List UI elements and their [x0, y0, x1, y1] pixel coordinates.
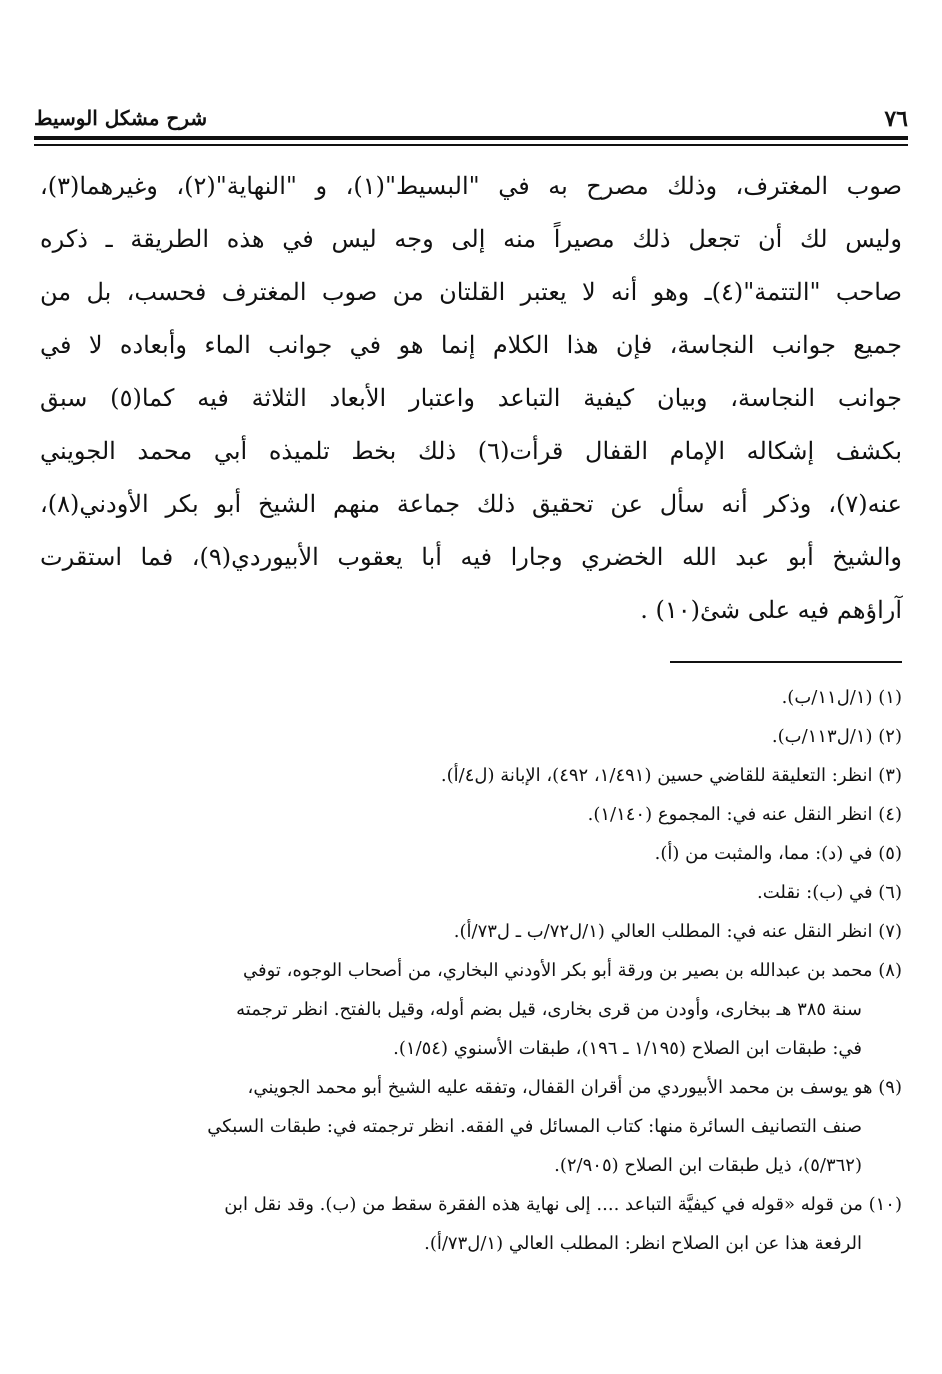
main-text [40, 160, 902, 637]
footnote: (٣) انظر: التعليقة للقاضي حسين (١/٤٩١، ٤٩٢)، الإبانة (ل٤/أ). [440, 765, 902, 786]
footnotes [40, 678, 902, 1263]
page-header [34, 104, 908, 136]
footnote: (٨) محمد بن عبدالله بن بصير بن ورقة أبو بكر الأودني البخاري، من أصحاب الوجوه، توفي [243, 960, 902, 981]
footnote-continuation: الرفعة هذا عن ابن الصلاح انظر: المطلب العالي (١/ل٧٣/أ). [424, 1233, 862, 1254]
footnote-continuation: صنف التصانيف السائرة منها: كتاب المسائل في الفقه. انظر ترجمته في: طبقات السبكي [207, 1116, 862, 1137]
footnote: (١) (١/ل١١/ب). [781, 687, 902, 708]
footnote-continuation: (٥/٣٦٢)، ذيل طبقات ابن الصلاح (٢/٩٠٥). [554, 1155, 862, 1176]
header-rule-thin [34, 144, 908, 146]
footnote: (٥) في (د): مما، والمثبت من (أ). [654, 843, 902, 864]
footnote: (٧) انظر النقل عنه في: المطلب العالي (١/ل٧٢/ب ـ ل٧٣/أ). [453, 921, 902, 942]
body-line: والشيخ أبو عبد الله الخضري وجارا فيه أبا يعقوب الأبيوردي(٩)، فما استقرت [40, 543, 902, 571]
footnote: (٩) هو يوسف بن محمد الأبيوردي من أقران القفال، وتفقه عليه الشيخ أبو محمد الجويني، [247, 1077, 902, 1098]
page-number: ٧٦ [884, 106, 908, 132]
body-line: جوانب النجاسة، وبيان كيفية التباعد واعتبار الأبعاد الثلاثة فيه كما(٥) سبق [40, 384, 903, 412]
footnote: (٤) انظر النقل عنه في: المجموع (١/١٤٠). [587, 804, 902, 825]
header-rule [34, 136, 908, 140]
running-title: شرح مشكل الوسيط [34, 106, 208, 130]
footnote: (١٠) من قوله «قوله في كيفيَّة التباعد .... إلى نهاية هذه الفقرة سقط من (ب). وقد نقل ابن [224, 1194, 902, 1215]
body-line: وليس لك أن تجعل ذلك مصيراً منه إلى وجه ليس في هذه الطريقة ـ ذكره [40, 225, 902, 253]
body-line: بكشف إشكاله الإمام القفال قرأت(٦) ذلك بخط تلميذه أبي محمد الجويني [40, 437, 902, 465]
footnote-separator [670, 661, 902, 663]
footnote: (٦) في (ب): نقلت. [756, 882, 902, 903]
footnote: (٢) (١/ل١١٣/ب). [771, 726, 902, 747]
body-line: صاحب "التتمة"(٤)ـ وهو أنه لا يعتبر القلتان من صوب المغترف فحسب، بل من [40, 278, 902, 306]
body-line: جميع جوانب النجاسة، فإن هذا الكلام إنما هو في جوانب الماء وأبعاده لا في [40, 331, 902, 359]
body-line: عنه(٧)، وذكر أنه سأل عن تحقيق ذلك جماعة منهم الشيخ أبو بكر الأودني(٨)، [40, 490, 902, 518]
body-line: صوب المغترف، وذلك مصرح به في "البسيط"(١)، و "النهاية"(٢)، وغيرهما(٣)، [40, 172, 902, 200]
footnote-continuation: سنة ٣٨٥ هـ ببخارى، وأودن من قرى بخارى، قيل بضم أوله، وقيل بالفتح. انظر ترجمته [236, 999, 862, 1020]
body-line: آراؤهم فيه على شئ(١٠) . [640, 596, 902, 624]
footnote-continuation: في: طبقات ابن الصلاح (١/١٩٥ ـ ١٩٦)، طبقات الأسنوي (١/٥٤). [393, 1038, 862, 1059]
